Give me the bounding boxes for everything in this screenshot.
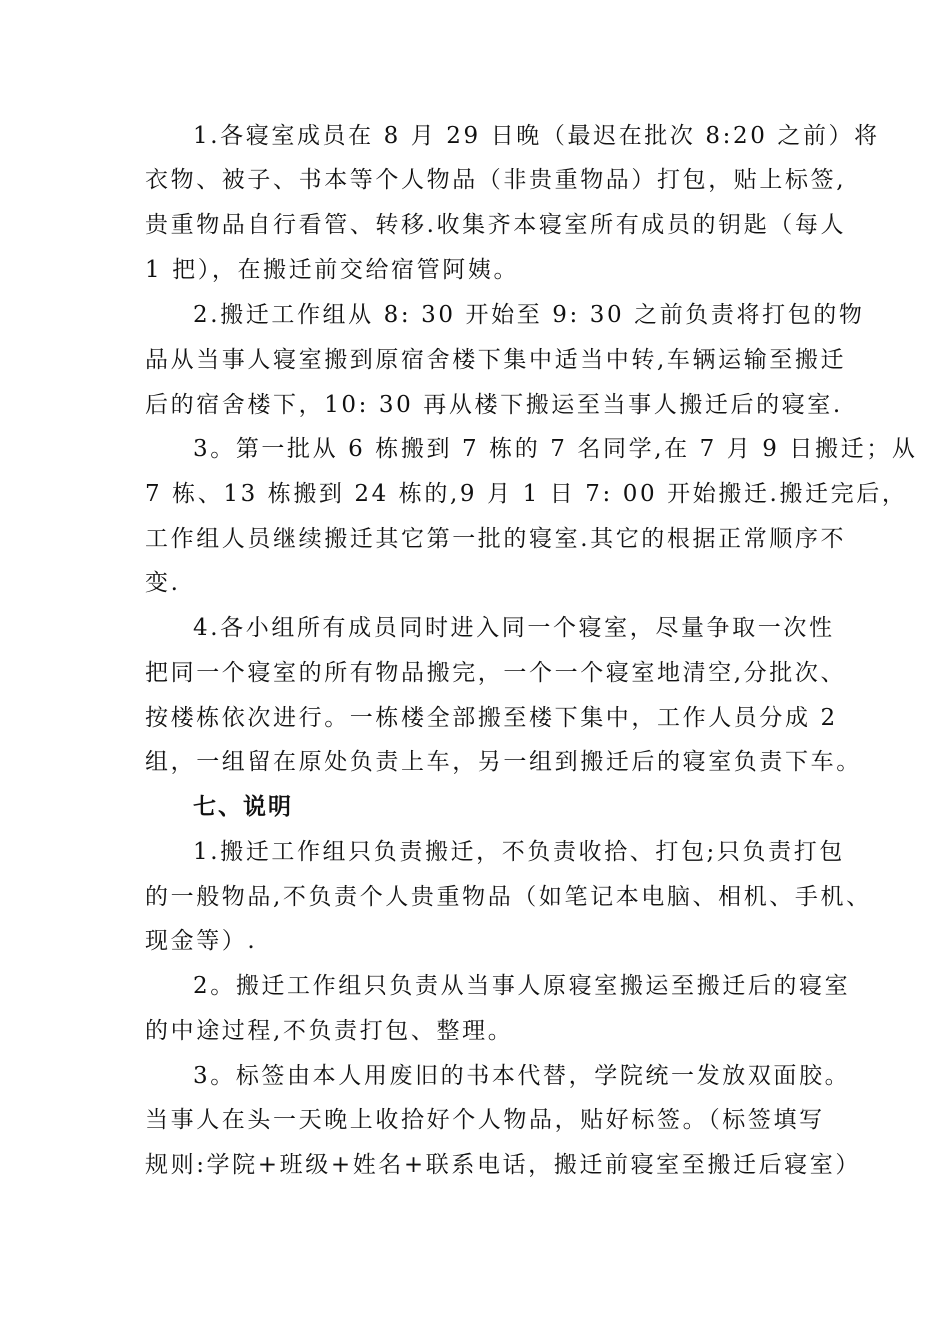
note-1-line-2: 的一般物品,不负责个人贵重物品（如笔记本电脑、相机、手机、 bbox=[145, 884, 872, 910]
note-3-line-3: 规则:学院+班级+姓名+联系电话，搬迁前寝室至搬迁后寝室） bbox=[145, 1152, 861, 1178]
note-2-line-2: 的中途过程,不负责打包、整理。 bbox=[145, 1018, 514, 1044]
paragraph-2-line-3: 后的宿舍楼下，10: 30 再从楼下搬运至当事人搬迁后的寝室. bbox=[145, 392, 843, 418]
note-3-line-2: 当事人在头一天晚上收拾好个人物品，贴好标签。（标签填写 bbox=[145, 1107, 825, 1133]
paragraph-2-line-1: 2.搬迁工作组从 8: 30 开始至 9: 30 之前负责将打包的物 bbox=[193, 302, 865, 328]
paragraph-4-line-3: 按楼栋依次进行。一栋楼全部搬至楼下集中，工作人员分成 2 bbox=[145, 705, 838, 731]
paragraph-1-line-1: 1.各寝室成员在 8 月 29 日晚（最迟在批次 8:20 之前）将 bbox=[193, 123, 880, 149]
paragraph-4-line-1: 4.各小组所有成员同时进入同一个寝室，尽量争取一次性 bbox=[193, 615, 835, 641]
section-heading: 七、说明 bbox=[193, 794, 293, 820]
paragraph-3-line-3: 工作组人员继续搬迁其它第一批的寝室.其它的根据正常顺序不 bbox=[145, 526, 847, 552]
note-1-line-1: 1.搬迁工作组只负责搬迁，不负责收拾、打包;只负责打包 bbox=[193, 839, 845, 865]
paragraph-1-line-4: 1 把），在搬迁前交给宿管阿姨。 bbox=[145, 257, 520, 283]
paragraph-1-line-3: 贵重物品自行看管、转移.收集齐本寝室所有成员的钥匙（每人 bbox=[145, 212, 847, 238]
paragraph-2-line-2: 品从当事人寝室搬到原宿舍楼下集中适当中转,车辆运输至搬迁 bbox=[145, 347, 847, 373]
paragraph-3-line-1: 3。第一批从 6 栋搬到 7 栋的 7 名同学,在 7 月 9 日搬迁；从 bbox=[193, 436, 918, 462]
paragraph-3-line-2: 7 栋、13 栋搬到 24 栋的,9 月 1 日 7: 00 开始搬迁.搬迁完后， bbox=[145, 481, 908, 507]
paragraph-1-line-2: 衣物、被子、书本等个人物品（非贵重物品）打包，贴上标签, bbox=[145, 167, 847, 193]
paragraph-4-line-2: 把同一个寝室的所有物品搬完，一个一个寝室地清空,分批次、 bbox=[145, 660, 847, 686]
note-1-line-3: 现金等）. bbox=[145, 928, 258, 954]
note-2-line-1: 2。搬迁工作组只负责从当事人原寝室搬运至搬迁后的寝室 bbox=[193, 973, 851, 999]
note-3-line-1: 3。标签由本人用废旧的书本代替，学院统一发放双面胶。 bbox=[193, 1063, 851, 1089]
paragraph-4-line-4: 组，一组留在原处负责上车，另一组到搬迁后的寝室负责下车。 bbox=[145, 749, 862, 775]
paragraph-3-line-4: 变. bbox=[145, 570, 181, 596]
